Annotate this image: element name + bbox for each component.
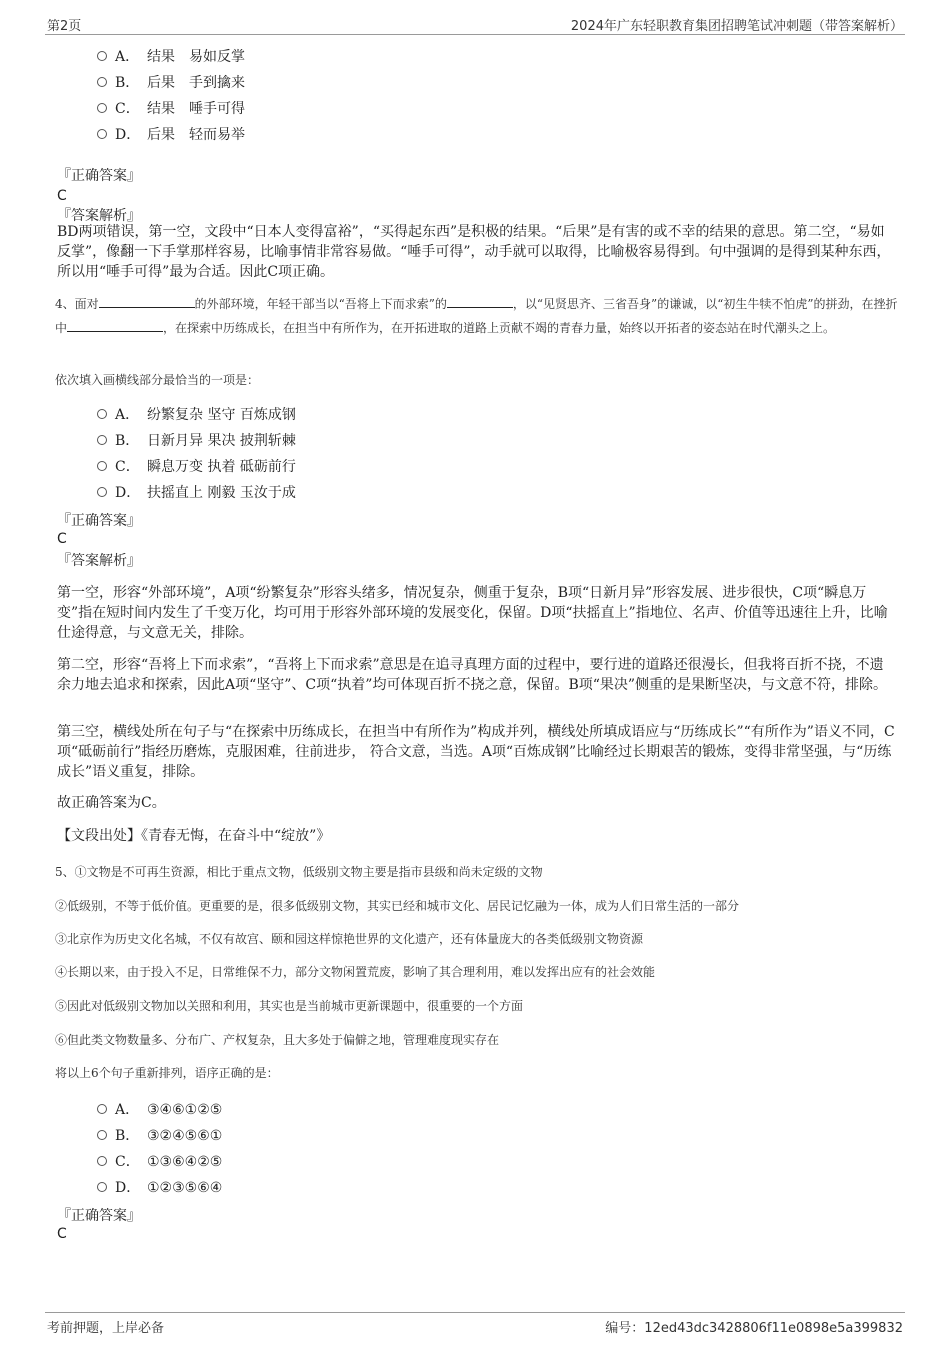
q5-option-a[interactable]: A． ③④⑥①②⑤ xyxy=(97,1099,222,1121)
q4-analysis-paragraph-2: 第二空，形容“吾将上下而求索”，“吾将上下而求索”意思是在追寻真理方面的过程中，要行进的道路还很漫长，但我将百折不挠，不遗余力地去追求和探索，因此A项“坚守”、C项“执着”均可体现百折不挠之意，保留。B项“果决”侧重的是果断坚决，与文意不符，排除。 xyxy=(57,657,888,693)
q4-answer: C xyxy=(57,531,67,547)
q4-analysis-label: 『答案解析』 xyxy=(57,553,141,569)
document-code: 编号：12ed43dc3428806f11e0898e5a399832 xyxy=(605,1321,903,1336)
q4-answer-label: 『正确答案』 xyxy=(57,513,141,529)
q4-option-b[interactable]: B． 日新月异 果决 披荆斩棘 xyxy=(97,430,296,452)
q3-option-d[interactable]: D． 后果 轻而易举 xyxy=(97,124,245,146)
q5-sentence-4: ④长期以来，由于投入不足，日常维保不力，部分文物闲置荒废，影响了其合理利用，难以发挥出应有的社会效能 xyxy=(55,965,656,979)
radio-icon[interactable] xyxy=(97,1182,107,1192)
q4-prompt: 依次填入画横线部分最恰当的一项是： xyxy=(55,373,260,387)
q4-option-c[interactable]: C． 瞬息万变 执着 砥砺前行 xyxy=(97,456,296,478)
q5-option-b[interactable]: B． ③②④⑤⑥① xyxy=(97,1125,222,1147)
page-header xyxy=(45,12,905,35)
q3-option-a[interactable]: A． 结果 易如反掌 xyxy=(97,46,245,68)
radio-icon[interactable] xyxy=(97,77,107,87)
document-title: 2024年广东轻职教育集团招聘笔试冲刺题（带答案解析） xyxy=(570,19,903,34)
radio-icon[interactable] xyxy=(97,1156,107,1166)
q4-analysis-paragraph-4: 故正确答案为C。 xyxy=(57,795,166,811)
blank-3 xyxy=(67,317,163,332)
q4-source: 【文段出处】《青春无悔，在奋斗中“绽放”》 xyxy=(57,828,331,844)
radio-icon[interactable] xyxy=(97,409,107,419)
radio-icon[interactable] xyxy=(97,1130,107,1140)
q4-analysis-paragraph-1: 第一空，形容“外部环境”，A项“纷繁复杂”形容头绪多，情况复杂，侧重于复杂，B项“日新月异”形容发展、进步很快，C项“瞬息万变”指在短时间内发生了千变万化，均可用于形容外部环境的发展变化，保留。D项“扶摇直上”指地位、名声、价值等迅速往上升，比喻仕途得意，与文意无关，排除。 xyxy=(57,585,888,641)
radio-icon[interactable] xyxy=(97,487,107,497)
q3-answer-label: 『正确答案』 xyxy=(57,168,141,184)
page-number: 第2页 xyxy=(47,19,82,34)
q5-sentence-5: ⑤因此对低级别文物加以关照和利用，其实也是当前城市更新课题中，很重要的一个方面 xyxy=(55,999,524,1013)
q5-answer-label: 『正确答案』 xyxy=(57,1208,141,1224)
q5-sentence-3: ③北京作为历史文化名城，不仅有故宫、颐和园这样惊艳世界的文化遗产，还有体量庞大的各类低级别文物资源 xyxy=(55,932,644,946)
q5-sentence-1: 5、①文物是不可再生资源，相比于重点文物，低级别文物主要是指市县级和尚未定级的文物 xyxy=(55,865,543,879)
blank-1 xyxy=(99,293,195,308)
q3-answer: C xyxy=(57,188,67,204)
radio-icon[interactable] xyxy=(97,51,107,61)
q3-option-c[interactable]: C． 结果 唾手可得 xyxy=(97,98,245,120)
blank-2 xyxy=(447,293,513,308)
q4-option-a[interactable]: A． 纷繁复杂 坚守 百炼成钢 xyxy=(97,404,296,426)
q3-analysis: BD两项错误，第一空，文段中“日本人变得富裕”，“买得起东西”是积极的结果。“后果”是有害的或不幸的结果的意思。第二空，“易如反掌”，像翻一下手掌那样容易，比喻事情非常容易做。“唾手可得”，动手就可以取得，比喻极容易得到。句中强调的是得到某种东西，所以用“唾手可得”最为合适。因此C项正确。 xyxy=(57,224,891,280)
q4-stem: 4、面对 的外部环境，年轻干部当以“吾将上下而求索”的 ，以“见贤思齐、三省吾身”的谦诚，以“初生牛犊不怕虎”的拼劲，在挫折中 ，在探索中历练成长，在担当中有所作为，在开拓进取的道路上贡献不竭的青春力量，始终以开拓者的姿态站在时代潮头之上。 xyxy=(55,292,900,340)
q3-option-b[interactable]: B． 后果 手到擒来 xyxy=(97,72,245,94)
q5-sentence-6: ⑥但此类文物数量多、分布广、产权复杂，且大多处于偏僻之地，管理难度现实存在 xyxy=(55,1033,500,1047)
q4-analysis-paragraph-3: 第三空，横线处所在句子与“在探索中历练成长，在担当中有所作为”构成并列，横线处所填成语应与“历练成长”“有所作为”语义不同，C项“砥砺前行”指经历磨炼，克服困难，往前进步， 符合文意，当选。A项“百炼成钢”比喻经过长期艰苦的锻炼，变得非常坚强，与“历练成长”语义重复，排除。 xyxy=(57,724,895,780)
radio-icon[interactable] xyxy=(97,435,107,445)
q3-analysis-label: 『答案解析』 xyxy=(57,208,141,224)
q5-prompt: 将以上6个句子重新排列，语序正确的是： xyxy=(55,1066,279,1080)
q5-option-c[interactable]: C． ①③⑥④②⑤ xyxy=(97,1151,222,1173)
q5-option-d[interactable]: D． ①②③⑤⑥④ xyxy=(97,1177,222,1199)
q5-answer: C xyxy=(57,1226,67,1242)
radio-icon[interactable] xyxy=(97,129,107,139)
q4-option-d[interactable]: D． 扶摇直上 刚毅 玉汝于成 xyxy=(97,482,296,504)
page-footer xyxy=(45,1312,905,1337)
radio-icon[interactable] xyxy=(97,461,107,471)
q5-sentence-2: ②低级别，不等于低价值。更重要的是，很多低级别文物，其实已经和城市文化、居民记忆融为一体，成为人们日常生活的一部分 xyxy=(55,899,740,913)
radio-icon[interactable] xyxy=(97,103,107,113)
footer-slogan: 考前押题，上岸必备 xyxy=(47,1321,165,1336)
radio-icon[interactable] xyxy=(97,1104,107,1114)
